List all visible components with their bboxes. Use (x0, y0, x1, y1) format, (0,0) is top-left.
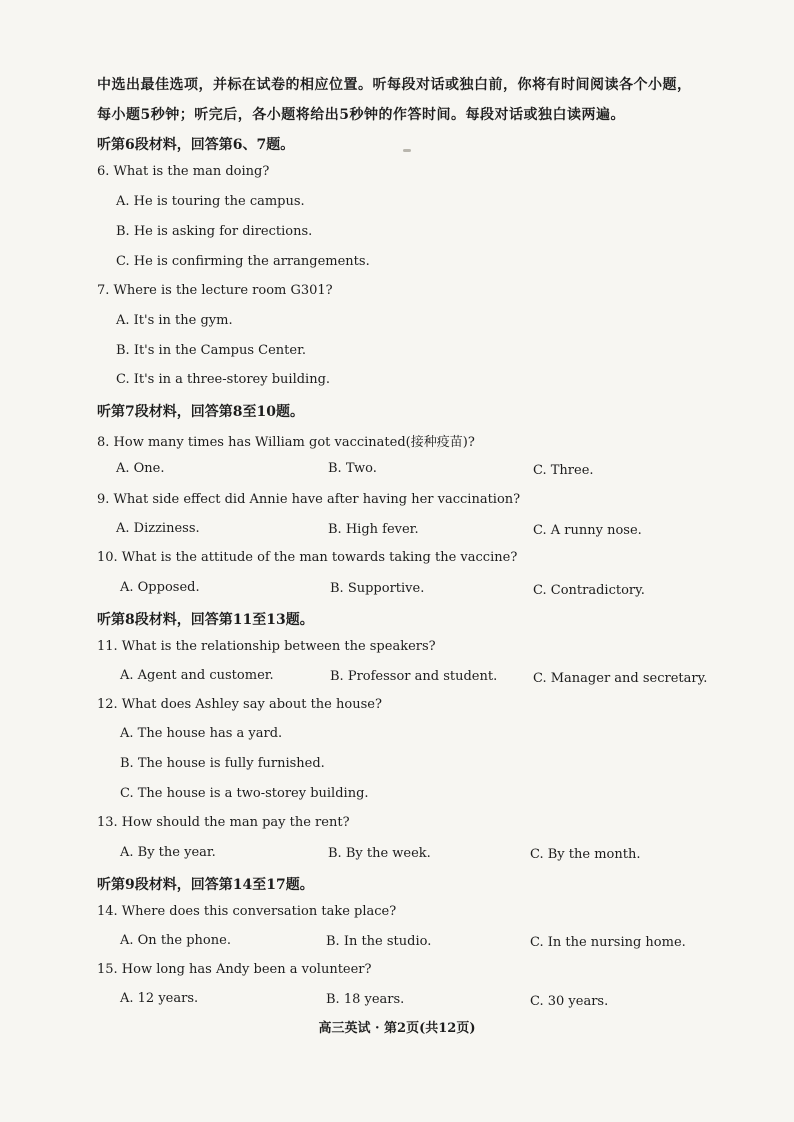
question-9: 9. What side effect did Annie have after having her vaccination? (97, 492, 521, 507)
question-8: 8. How many times has William got vaccinated(接种疫苗)? (97, 435, 475, 450)
section-heading-9: 听第9段材料，回答第14至17题。 (97, 877, 314, 893)
question-14-option-c: C. In the nursing home. (530, 935, 686, 950)
question-7-option-b: B. It's in the Campus Center. (116, 343, 307, 358)
question-14-option-b: B. In the studio. (326, 934, 432, 949)
question-11: 11. What is the relationship between the speakers? (97, 639, 436, 654)
question-6-option-c: C. He is confirming the arrangements. (116, 254, 370, 269)
question-15-option-c: C. 30 years. (530, 994, 609, 1009)
page-footer: 高三英试 · 第2页(共12页) (318, 1021, 476, 1036)
question-10: 10. What is the attitude of the man towards taking the vaccine? (97, 550, 518, 565)
question-8-option-b: B. Two. (328, 461, 377, 476)
question-12-option-a: A. The house has a yard. (120, 726, 283, 741)
question-7-option-a: A. It's in the gym. (116, 313, 233, 328)
question-12: 12. What does Ashley say about the house? (97, 697, 382, 712)
question-9-option-c: C. A runny nose. (533, 523, 642, 538)
question-13-option-a: A. By the year. (120, 845, 216, 860)
question-11-option-b: B. Professor and student. (330, 669, 498, 684)
scan-speck (403, 149, 411, 152)
instructions-line-2: 每小题5秒钟；听完后，各小题将给出5秒钟的作答时间。每段对话或独白读两遍。 (97, 107, 625, 123)
question-8-option-a: A. One. (116, 461, 165, 476)
question-14-option-a: A. On the phone. (120, 933, 231, 948)
question-10-option-b: B. Supportive. (330, 581, 425, 596)
question-7: 7. Where is the lecture room G301? (97, 283, 333, 298)
section-heading-8: 听第8段材料，回答第11至13题。 (97, 612, 314, 628)
question-11-option-c: C. Manager and secretary. (533, 671, 708, 686)
question-7-option-c: C. It's in a three-storey building. (116, 372, 331, 387)
question-13-option-b: B. By the week. (328, 846, 431, 861)
question-12-option-c: C. The house is a two-storey building. (120, 786, 369, 801)
question-10-option-a: A. Opposed. (120, 580, 200, 595)
question-6-option-b: B. He is asking for directions. (116, 224, 313, 239)
question-15-option-a: A. 12 years. (120, 991, 199, 1006)
question-11-option-a: A. Agent and customer. (120, 668, 274, 683)
question-8-option-c: C. Three. (533, 463, 594, 478)
question-6-option-a: A. He is touring the campus. (116, 194, 305, 209)
question-10-option-c: C. Contradictory. (533, 583, 645, 598)
instructions-line-1: 中选出最佳选项，并标在试卷的相应位置。听每段对话或独白前，你将有时间阅读各个小题， (97, 77, 692, 93)
section-heading-6: 听第6段材料，回答第6、7题。 (97, 137, 295, 153)
question-13-option-c: C. By the month. (530, 847, 641, 862)
question-13: 13. How should the man pay the rent? (97, 815, 350, 830)
question-12-option-b: B. The house is fully furnished. (120, 756, 325, 771)
question-9-option-a: A. Dizziness. (116, 521, 200, 536)
question-15: 15. How long has Andy been a volunteer? (97, 962, 372, 977)
question-9-option-b: B. High fever. (328, 522, 419, 537)
question-15-option-b: B. 18 years. (326, 992, 405, 1007)
question-6: 6. What is the man doing? (97, 164, 270, 179)
section-heading-7: 听第7段材料，回答第8至10题。 (97, 404, 304, 420)
question-14: 14. Where does this conversation take place? (97, 904, 397, 919)
